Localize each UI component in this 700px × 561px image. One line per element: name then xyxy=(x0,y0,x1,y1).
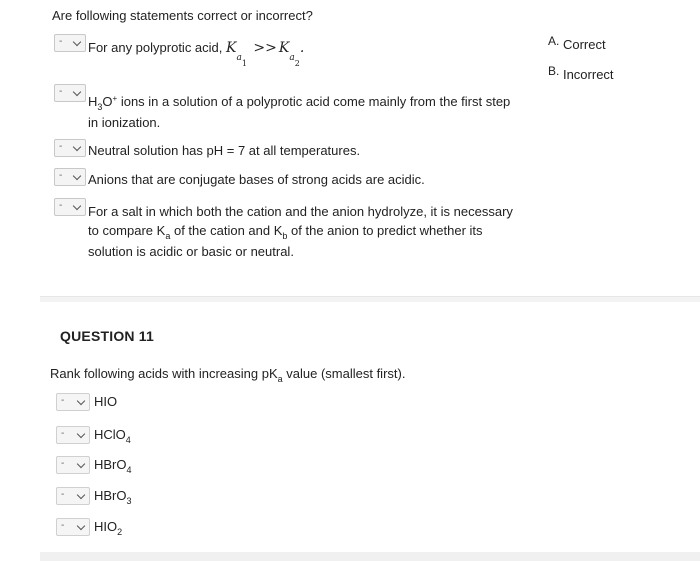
ka-comparison-formula xyxy=(226,40,305,68)
statement-2-text xyxy=(88,92,548,132)
chevron-down-icon xyxy=(73,38,81,46)
acid-sub: 2 xyxy=(117,527,123,537)
chevron-down-icon xyxy=(77,397,85,405)
statement-5-line-2 xyxy=(88,221,548,242)
statement-4-select[interactable] xyxy=(54,168,86,186)
choice-b xyxy=(548,62,614,92)
section-divider-band xyxy=(40,297,700,302)
question-11-prompt xyxy=(50,366,406,384)
acid-sub: 4 xyxy=(126,465,132,475)
chevron-down-icon xyxy=(77,460,85,468)
choice-b-label: Incorrect xyxy=(562,67,614,82)
statement-row-5 xyxy=(52,198,542,262)
statement-2-body: ions in a solution of a polyprotic acid come mainly from the first step xyxy=(120,94,511,109)
kb-sub-b: b xyxy=(282,231,288,241)
statement-5-selected-value: - xyxy=(59,200,63,211)
rank-select-hio2[interactable] xyxy=(56,518,90,536)
answer-choices-legend xyxy=(548,32,614,92)
statement-5-select[interactable] xyxy=(54,198,86,216)
statement-2-line-2: in ionization. xyxy=(88,115,161,130)
rank-label-hclo4 xyxy=(94,427,131,445)
statement-row-2 xyxy=(52,84,542,130)
acid-sub: 4 xyxy=(125,435,131,445)
choice-a-label: Correct xyxy=(562,37,606,52)
rank-label-hbro4 xyxy=(94,457,132,475)
rank-select-hio[interactable] xyxy=(56,393,90,411)
statement-2-line-1 xyxy=(88,92,548,113)
chevron-down-icon xyxy=(77,522,85,530)
rank-label-hio xyxy=(94,394,117,409)
statement-2-select[interactable] xyxy=(54,84,86,102)
rank-label-hbro3 xyxy=(94,488,132,506)
statement-1-select[interactable] xyxy=(54,34,86,52)
question-11-heading: QUESTION 11 xyxy=(60,328,155,344)
choice-a-letter: A. xyxy=(548,34,560,48)
statement-3-select[interactable] xyxy=(54,139,86,157)
statement-5-line-2c: of the anion to predict whether its xyxy=(291,223,483,238)
formula-dot: . xyxy=(299,40,305,56)
rank-label-hio2 xyxy=(94,519,123,537)
acid-name: HBrO xyxy=(94,488,127,503)
statement-5-line-2a: to compare K xyxy=(88,223,166,238)
statement-row-3 xyxy=(52,139,542,161)
rank-selected-value: - xyxy=(61,520,65,531)
question-10-title: Are following statements correct or incorrect? xyxy=(52,8,313,23)
h3o-formula xyxy=(88,94,118,112)
statement-row-4 xyxy=(52,168,542,190)
much-greater-than: >> xyxy=(253,40,277,56)
statement-5-text xyxy=(88,202,548,261)
statement-1-selected-value: - xyxy=(59,36,63,47)
acid-name: HClO xyxy=(94,427,126,442)
question-11-prompt-b: value (smallest first). xyxy=(286,366,406,381)
k-symbol-2: K xyxy=(278,40,290,56)
k2-sub-2: 2 xyxy=(294,59,300,68)
choice-a xyxy=(548,32,614,62)
rank-selected-value: - xyxy=(61,395,65,406)
statement-4-selected-value: - xyxy=(59,170,63,181)
chevron-down-icon xyxy=(77,430,85,438)
statement-5-line-1: For a salt in which both the cation and the anion hydrolyze, it is necessary xyxy=(88,204,513,219)
statement-4-text: Anions that are conjugate bases of strong acids are acidic. xyxy=(88,172,425,187)
rank-select-hbro4[interactable] xyxy=(56,456,90,474)
rank-select-hbro3[interactable] xyxy=(56,487,90,505)
h3o-sub-3: 3 xyxy=(97,102,103,112)
pka-sub-a: a xyxy=(277,374,283,384)
chevron-down-icon xyxy=(77,491,85,499)
chevron-down-icon xyxy=(73,143,81,151)
question-11-prompt-a: Rank following acids with increasing pK xyxy=(50,366,278,381)
k1-sub-a: a xyxy=(236,53,242,63)
h3o-o: O xyxy=(102,94,113,109)
h3o-sup-plus: + xyxy=(112,94,118,103)
statement-row-1 xyxy=(52,34,542,74)
rank-selected-value: - xyxy=(61,489,65,500)
statement-1-prefix: For any polyprotic acid, xyxy=(88,40,223,55)
k-symbol-1: K xyxy=(226,40,237,56)
k2-sub-a: a xyxy=(289,53,295,63)
bottom-divider-band xyxy=(40,552,700,561)
statement-3-selected-value: - xyxy=(59,141,63,152)
acid-name: HIO xyxy=(94,519,118,534)
statement-2-selected-value: - xyxy=(59,86,63,97)
k1-sub-1: 1 xyxy=(241,59,247,68)
chevron-down-icon xyxy=(73,202,81,210)
rank-select-hclo4[interactable] xyxy=(56,426,90,444)
acid-name: HBrO xyxy=(94,457,127,472)
statement-5-line-2b: of the cation and K xyxy=(173,223,283,238)
acid-name: HIO xyxy=(94,394,118,409)
rank-selected-value: - xyxy=(61,458,65,469)
ka-sub-a: a xyxy=(165,231,171,241)
statement-5-line-3: solution is acidic or basic or neutral. xyxy=(88,244,294,259)
statement-1-text xyxy=(88,38,305,68)
chevron-down-icon xyxy=(73,172,81,180)
rank-selected-value: - xyxy=(61,428,65,439)
acid-sub: 3 xyxy=(126,496,132,506)
statement-3-text: Neutral solution has pH = 7 at all temperatures. xyxy=(88,143,361,158)
choice-b-letter: B. xyxy=(548,64,560,78)
chevron-down-icon xyxy=(73,88,81,96)
h3o-h: H xyxy=(88,94,98,109)
